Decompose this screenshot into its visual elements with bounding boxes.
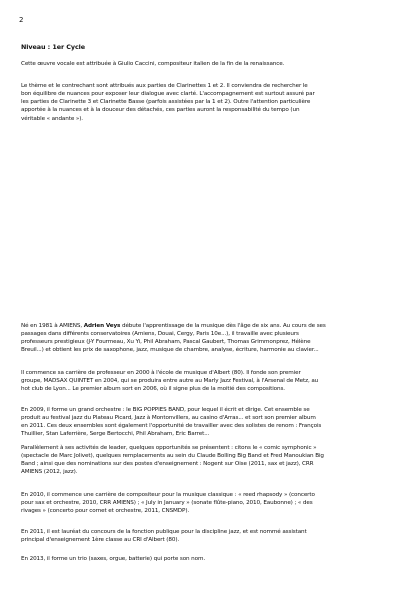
biography-intro-text: Né en 1981 à AMIENS, [21, 323, 84, 329]
attribution-paragraph: Cette œuvre vocale est attribuée à Giulio Caccini, compositeur italien de la fin de la renaissance. [21, 61, 285, 67]
biography-training-text: débute l'apprentissage de la musique dès l'âge de six ans. Au cours de ses passages dans différents conservatoires (Amiens, Douai, Cergy, Paris 10e...), il travaille avec plusieurs professeurs prestigieux (J-Y Fourmeau, Xu Yi, Phil Abraham, Pascal Gaubert, Thomas Grimmonprez, Hélène Breuil...) et obtient les prix de saxophone, jazz, musique de chambre, analyse, écriture, harmonie au clavier... [21, 323, 326, 354]
performance-notes-paragraph: Le thème et le contrechant sont attribués aux parties de Clarinettes 1 et 2. Il conviendra de rechercher le bon équilibre de nuances pour exposer leur dialogue avec clarté. L'accompagnement est surtout assuré par les parties de Clarinette 3 et Clarinette Basse (parfois assistées par la 1 et 2). Outre l'attention particulière apportée à la nuances et à la douceur des détachés, ces parties auront la responsabilité du tempo (un véritable « andante »). [21, 83, 315, 122]
biography-paragraph-opportunities: Parallèlement à ses activités de leader, quelques opportunités se présentent : citons le « comic symphonic » (spectacle de Marc Jolivet), quelques remplacements au sein du Claude Bolling Big Band et Fred Manoukian Big Band ; ainsi que des nominations sur des postes d'enseignement : Nogent sur Oise (2011, sax et jazz), CRR AMIENS (2012, jazz). [21, 445, 324, 476]
page-number: 2 [19, 16, 24, 24]
biography-paragraph-early-training [21, 322, 417, 364]
biography-paragraph-competition: En 2011, il est lauréat du concours de la fonction publique pour la discipline jazz, et est nommé assistant principal d'enseignement 1ère classe au CRI d'Albert (80). [21, 529, 307, 544]
biography-paragraph-big-band: En 2009, il forme un grand orchestre : le BIG POPPIES BAND, pour lequel il écrit et dirige. Cet ensemble se produit au festival jazz du Plateau Picard, Jazz à Montonvillers, au casino d'Arras... et sort son premier album en 2011. Ces deux ensembles sont également l'opportunité de travailler avec des solistes de renom : François Thuillier, Stan Laferrière, Serge Bertocchi, Phil Abraham, Eric Barret... [21, 407, 322, 438]
biography-paragraph-composition-career: En 2010, il commence une carrière de compositeur pour la musique classique : « reed rhapsody » (concerto pour sax et orchestre, 2010, CRR AMIENS) ; « July in January » (sonate flûte-piano, 2010, Eaubonne) ; « des rivages » (concerto pour cornet et orchestre, 2011, CNSMDP). [21, 492, 315, 515]
level-title: Niveau : 1er Cycle [21, 43, 86, 51]
biography-paragraph-teaching-career: Il commence sa carrière de professeur en 2000 à l'école de musique d'Albert (80). Il fonde son premier groupe, MADSAX QUINTET en 2004, qui se produira entre autre au Marly Jazz Festival, à l'Arsenal de Metz, au hot club de Lyon... Le premier album sort en 2006, où il signe plus de la moitié des compositions. [21, 370, 319, 393]
biography-paragraph-trio: En 2013, il forme un trio (saxes, orgue, batterie) qui porte son nom. [21, 556, 206, 562]
composer-name: Adrien Veys [83, 323, 121, 329]
